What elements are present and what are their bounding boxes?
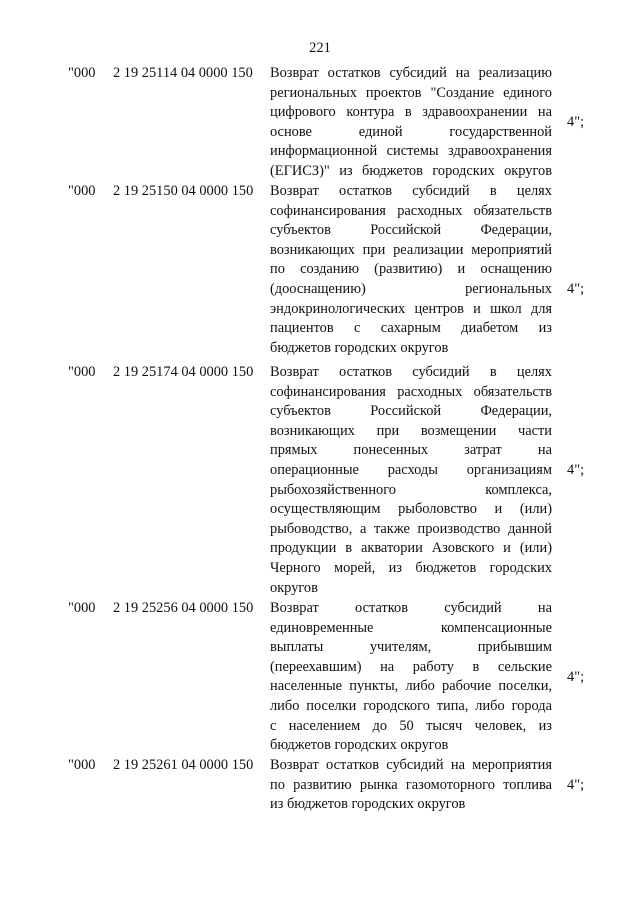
description-line: бюджетов городских округов <box>270 339 449 356</box>
row-suffix: 4"; <box>567 114 585 130</box>
description-line: субъектов Российской Федерации, <box>270 222 552 239</box>
description-line: операционные расходы организациям <box>270 461 552 478</box>
row-prefix: "000 <box>68 183 96 199</box>
budget-code: 2 19 25150 04 0000 150 <box>113 183 254 199</box>
description-line: основе единой государственной <box>270 123 552 140</box>
budget-code: 2 19 25174 04 0000 150 <box>113 364 254 380</box>
description-line: Возврат остатков субсидий в целях <box>270 183 552 199</box>
description-line: Возврат остатков субсидий в целях <box>270 364 552 380</box>
description-line: округов <box>270 579 318 596</box>
budget-code: 2 19 25261 04 0000 150 <box>113 757 254 773</box>
description-line: выплаты учителям, прибывшим <box>270 639 552 656</box>
row-suffix: 4"; <box>567 462 585 478</box>
row-description <box>270 599 552 756</box>
description-line: субъектов Российской Федерации, <box>270 403 552 420</box>
row-description <box>270 182 552 358</box>
description-line: рыбоводство, а также производство данной <box>270 520 552 537</box>
table-row <box>0 756 640 815</box>
description-line: Возврат остатков субсидий на реализацию <box>270 65 552 81</box>
description-line: (ЕГИСЗ)" из бюджетов городских округов <box>270 162 552 179</box>
row-description <box>270 363 552 598</box>
description-line: Возврат остатков субсидий на <box>270 600 552 616</box>
description-line: софинансирования расходных обязательств <box>270 202 552 219</box>
row-description <box>270 64 552 182</box>
description-line: по созданию (развитию) и оснащению <box>270 261 552 278</box>
budget-code: 2 19 25256 04 0000 150 <box>113 600 254 616</box>
table-row <box>0 363 640 598</box>
description-line: Черного морей, из бюджетов городских <box>270 559 552 576</box>
row-suffix: 4"; <box>567 668 585 685</box>
description-line: цифрового контура в здравоохранении на <box>270 104 552 121</box>
row-suffix: 4"; <box>567 281 585 297</box>
description-line: бюджетов городских округов <box>270 737 449 754</box>
table-row <box>0 64 640 182</box>
description-line: единовременные компенсационные <box>270 619 552 636</box>
description-line: (дооснащению) региональных <box>270 280 552 297</box>
description-line: осуществляющим рыболовство и (или) <box>270 501 552 518</box>
row-prefix: "000 <box>68 757 96 773</box>
description-line: прямых понесенных затрат на <box>270 442 552 459</box>
row-prefix: "000 <box>68 600 96 616</box>
table-row <box>0 599 640 756</box>
description-line: продукции в акватории Азовского и (или) <box>270 540 552 557</box>
description-line: пациентов с сахарным диабетом из <box>270 320 552 337</box>
description-line: Возврат остатков субсидий на мероприятия <box>270 757 552 773</box>
description-line: информационной системы здравоохранения <box>270 143 552 160</box>
description-line: рыбохозяйственного комплекса, <box>270 481 552 498</box>
description-line: софинансирования расходных обязательств <box>270 383 552 400</box>
description-line: с населением до 50 тысяч человек, из <box>270 717 552 734</box>
page-number: 221 <box>309 40 331 56</box>
description-line: из бюджетов городских округов <box>270 796 466 813</box>
description-line: (переехавшим) на работу в сельские <box>270 658 552 675</box>
budget-code: 2 19 25114 04 0000 150 <box>113 65 253 81</box>
description-line: возникающих при возмещении части <box>270 422 552 439</box>
row-suffix: 4"; <box>567 776 585 793</box>
description-line: эндокринологических центров и школ для <box>270 300 552 317</box>
row-prefix: "000 <box>68 364 96 380</box>
description-line: по развитию рынка газомоторного топлива <box>270 776 552 793</box>
description-line: населенные пункты, либо рабочие поселки, <box>270 678 552 695</box>
description-line: либо поселки городского типа, либо города <box>270 697 552 714</box>
description-line: региональных проектов "Создание единого <box>270 84 552 101</box>
row-description <box>270 756 552 815</box>
description-line: возникающих при реализации мероприятий <box>270 241 552 258</box>
table-row <box>0 182 640 358</box>
row-prefix: "000 <box>68 65 96 81</box>
